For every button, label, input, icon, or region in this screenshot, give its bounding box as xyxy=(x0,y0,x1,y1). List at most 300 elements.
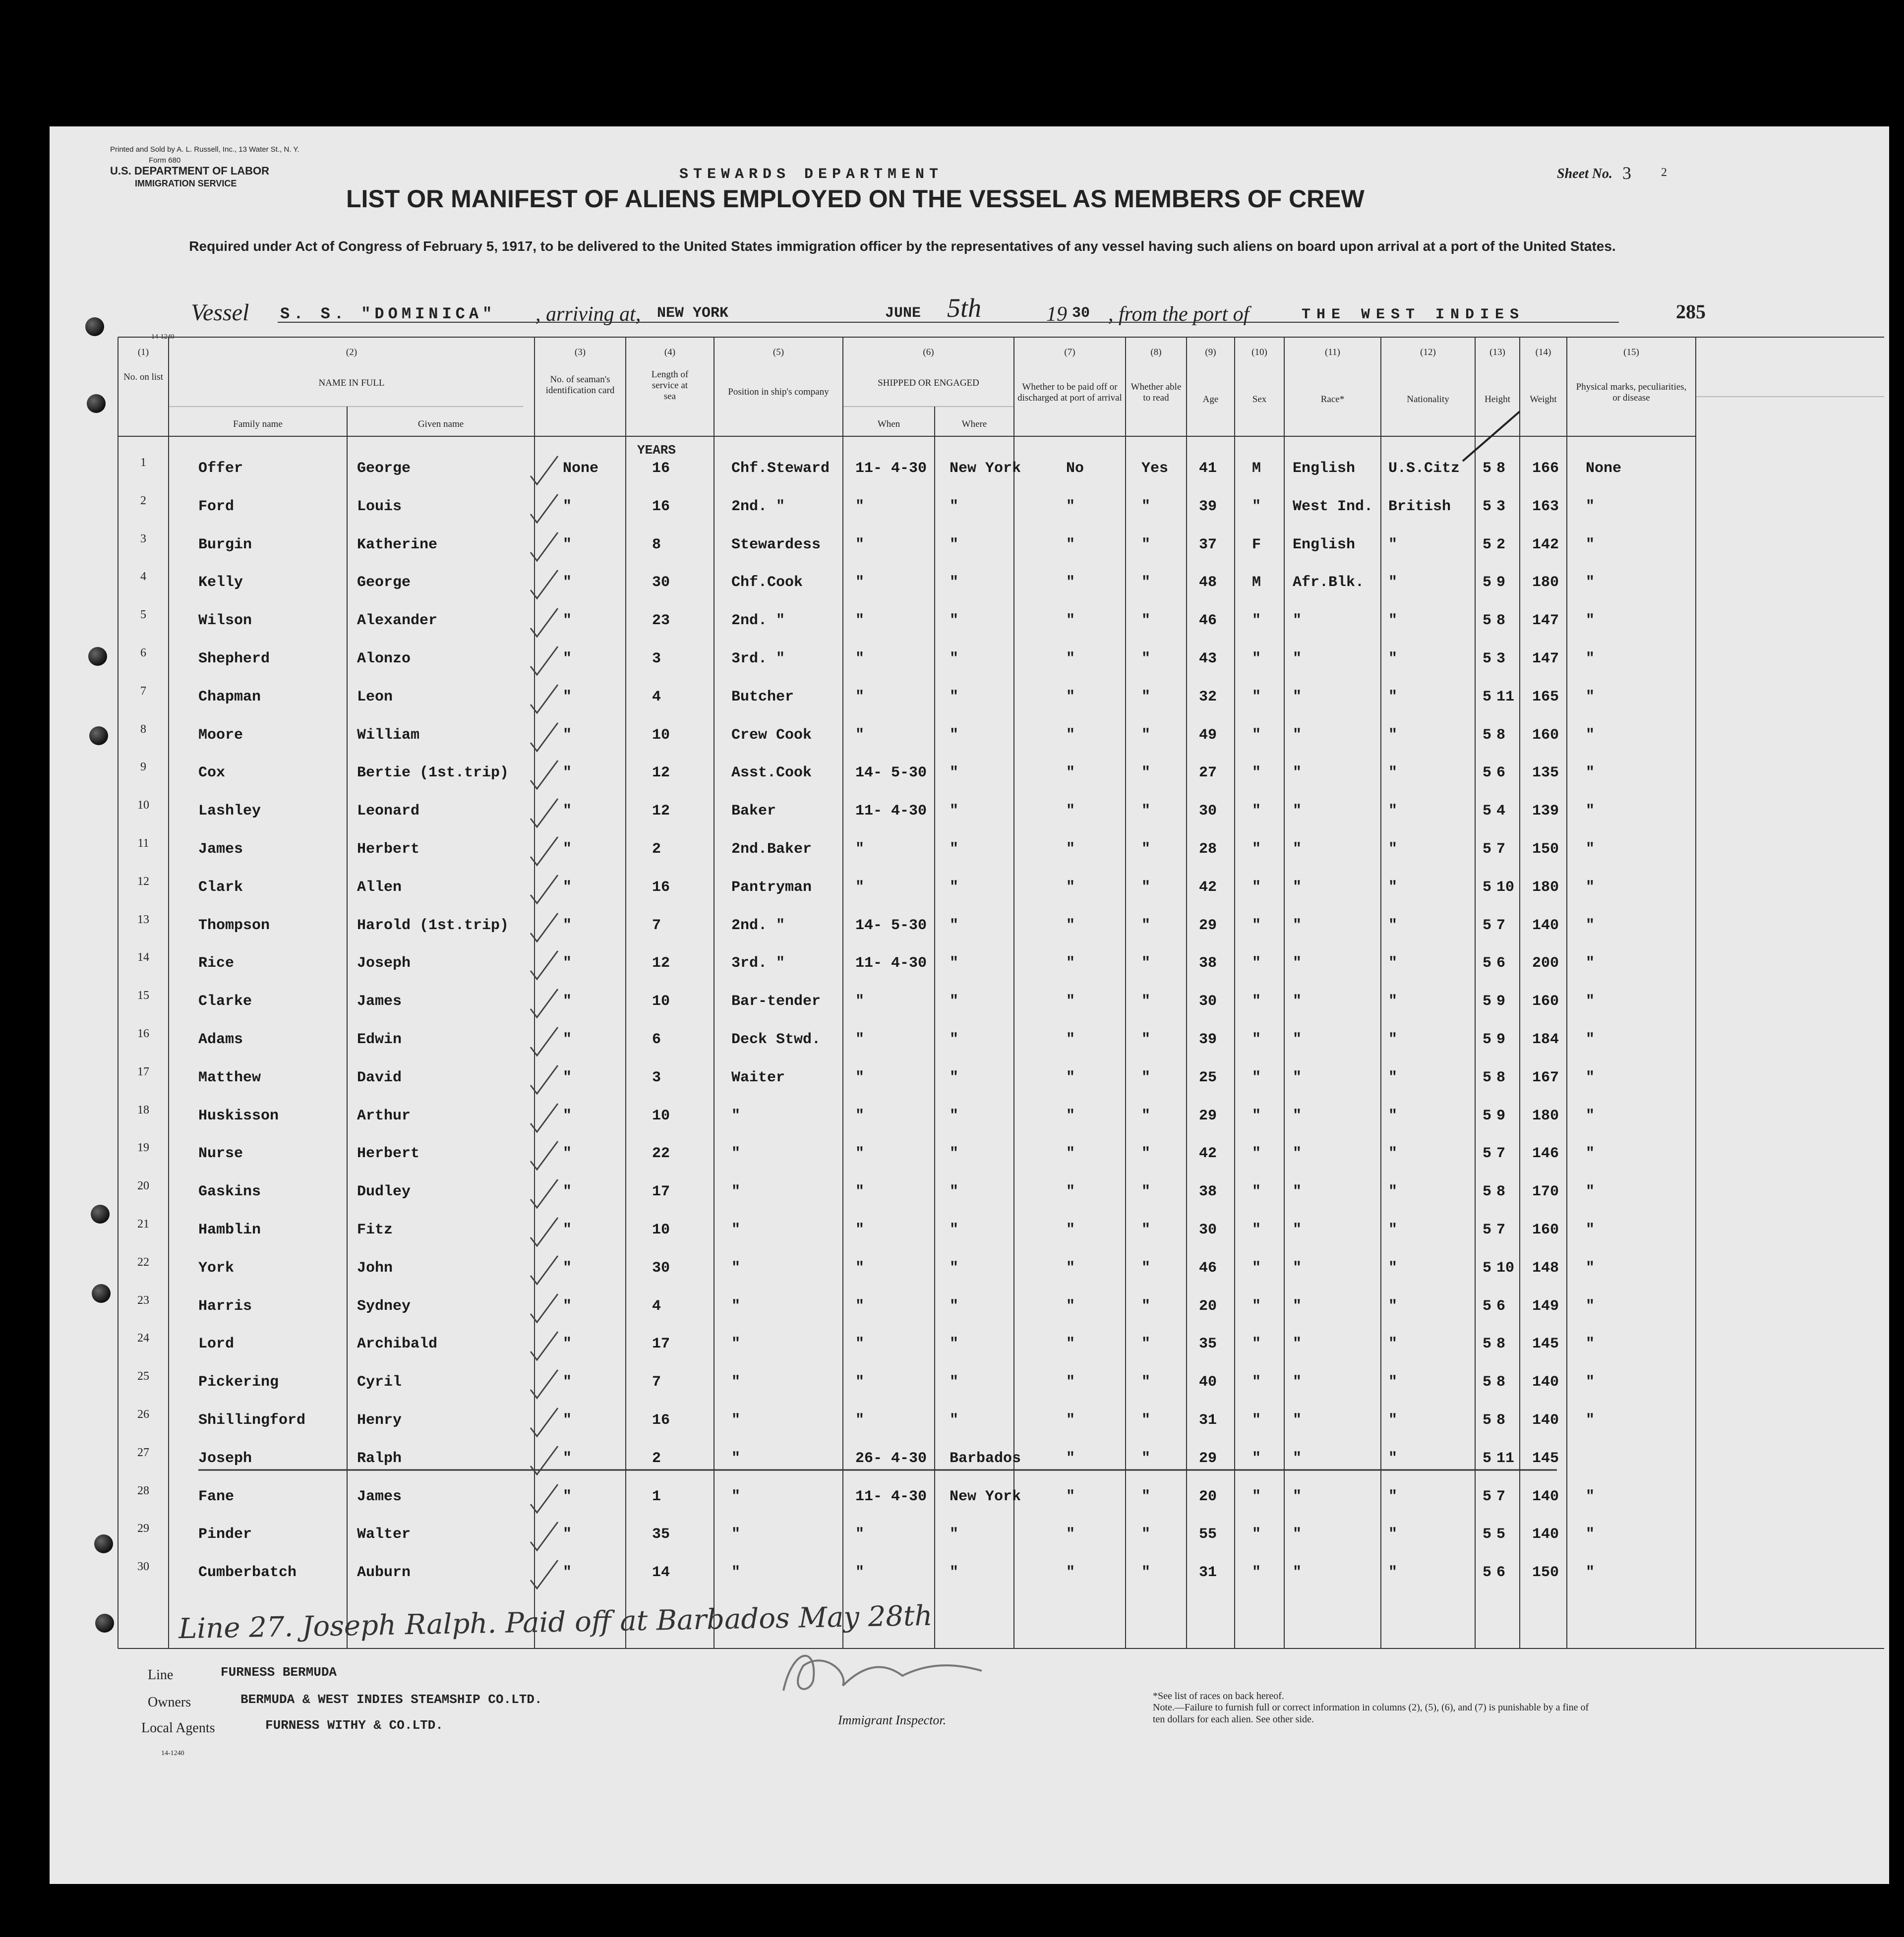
cell-paid: " xyxy=(1066,1183,1075,1201)
cell-sex: " xyxy=(1252,879,1261,896)
cell-no: 3 xyxy=(140,532,146,545)
col5-num: (5) xyxy=(773,347,784,357)
cell-no: 29 xyxy=(137,1522,149,1535)
cell-age: 43 xyxy=(1199,650,1217,667)
cell-sex: " xyxy=(1252,688,1261,705)
cell-nat: " xyxy=(1388,879,1398,896)
cell-given: Arthur xyxy=(357,1107,411,1124)
cell-position: 3rd. " xyxy=(731,955,785,972)
col2-num: (2) xyxy=(346,347,357,357)
cell-given: Alonzo xyxy=(357,650,411,667)
cell-when: " xyxy=(855,1031,865,1048)
cell-when: " xyxy=(855,650,865,667)
col12-num: (12) xyxy=(1420,347,1436,357)
cell-marks: " xyxy=(1586,1374,1595,1391)
cell-age: 20 xyxy=(1199,1488,1217,1505)
cell-race: " xyxy=(1293,1450,1302,1467)
cell-when: " xyxy=(855,1145,865,1163)
cell-ht-ft: 5 xyxy=(1483,993,1492,1010)
cell-family: Cox xyxy=(198,764,226,782)
cell-read: " xyxy=(1141,1488,1151,1505)
cell-nat: " xyxy=(1388,1145,1398,1163)
cell-when: 14- 5-30 xyxy=(855,917,927,934)
cell-sex: F xyxy=(1252,536,1261,553)
cell-race: West Ind. xyxy=(1293,498,1373,515)
cell-age: 41 xyxy=(1199,460,1217,477)
cell-nat: " xyxy=(1388,764,1398,782)
cell-ht-ft: 5 xyxy=(1483,1526,1492,1543)
cell-sex: M xyxy=(1252,574,1261,591)
cell-sex: " xyxy=(1252,726,1261,744)
cell-weight: 160 xyxy=(1532,726,1559,744)
cell-marks: " xyxy=(1586,993,1595,1010)
origin-port: THE WEST INDIES xyxy=(1302,306,1525,323)
checkmark-icon xyxy=(528,1482,563,1517)
cell-age: 32 xyxy=(1199,688,1217,705)
cell-nat: " xyxy=(1388,688,1398,705)
cell-given: Sydney xyxy=(357,1297,411,1315)
cell-family: Thompson xyxy=(198,917,270,934)
cell-nat: " xyxy=(1388,612,1398,630)
cell-nat: " xyxy=(1388,650,1398,667)
cell-marks: " xyxy=(1586,1183,1595,1201)
cell-no: 28 xyxy=(137,1484,149,1497)
cell-given: Dudley xyxy=(357,1183,411,1201)
cell-given: James xyxy=(357,1488,402,1505)
cell-ht-ft: 5 xyxy=(1483,1183,1492,1201)
cell-family: Lashley xyxy=(198,803,261,820)
cell-nat: " xyxy=(1388,1107,1398,1124)
cell-age: 38 xyxy=(1199,1183,1217,1201)
checkmark-icon xyxy=(528,834,563,869)
cell-age: 30 xyxy=(1199,993,1217,1010)
cell-nat: " xyxy=(1388,1183,1398,1201)
cell-paid: " xyxy=(1066,574,1075,591)
cell-where: " xyxy=(950,879,959,896)
cell-family: Joseph xyxy=(198,1450,252,1467)
cell-card: " xyxy=(563,612,572,630)
checkmark-icon xyxy=(528,948,563,983)
cell-read: " xyxy=(1141,1145,1151,1163)
cell-no: 11 xyxy=(137,837,149,850)
checkmark-icon xyxy=(528,1101,563,1136)
cell-when: " xyxy=(855,993,865,1010)
cell-family: Lord xyxy=(198,1336,235,1353)
cell-card: " xyxy=(563,803,572,820)
cell-card: " xyxy=(563,1526,572,1543)
cell-paid: " xyxy=(1066,498,1075,515)
cell-when: " xyxy=(855,688,865,705)
cell-family: Ford xyxy=(198,498,235,515)
cell-card: " xyxy=(563,1336,572,1353)
cell-card: " xyxy=(563,764,572,782)
cell-weight: 135 xyxy=(1532,764,1559,782)
cell-ht-in: 6 xyxy=(1496,764,1506,782)
cell-ht-in: 6 xyxy=(1496,1297,1506,1315)
cell-years: 3 xyxy=(652,650,661,667)
cell-sex: " xyxy=(1252,803,1261,820)
cell-nat: " xyxy=(1388,536,1398,553)
cell-ht-ft: 5 xyxy=(1483,650,1492,667)
checkmark-icon xyxy=(528,758,563,793)
col9-num: (9) xyxy=(1205,347,1216,357)
cell-ht-ft: 5 xyxy=(1483,955,1492,972)
checkmark-icon xyxy=(528,873,563,907)
cell-card: " xyxy=(563,1374,572,1391)
cell-read: " xyxy=(1141,1297,1151,1315)
cell-read: Yes xyxy=(1141,460,1169,477)
cell-given: Herbert xyxy=(357,841,420,858)
footer-form-code: 14-1240 xyxy=(161,1750,184,1757)
cell-where: " xyxy=(950,650,959,667)
checkmark-icon xyxy=(528,492,563,527)
checkmark-icon xyxy=(528,606,563,641)
cell-given: Walter xyxy=(357,1526,411,1543)
col3-num: (3) xyxy=(574,347,586,357)
cell-given: James xyxy=(357,993,402,1010)
cell-sex: " xyxy=(1252,612,1261,630)
cell-family: Burgin xyxy=(198,536,252,553)
cell-marks: " xyxy=(1586,1145,1595,1163)
cell-nat: " xyxy=(1388,1297,1398,1315)
cell-age: 20 xyxy=(1199,1297,1217,1315)
cell-marks: " xyxy=(1586,955,1595,972)
col12-label: Nationality xyxy=(1407,394,1449,405)
cell-position: " xyxy=(731,1183,741,1201)
cell-given: George xyxy=(357,460,411,477)
cell-read: " xyxy=(1141,1259,1151,1277)
cell-ht-ft: 5 xyxy=(1483,879,1492,896)
cell-paid: " xyxy=(1066,1564,1075,1582)
cell-where: " xyxy=(950,1526,959,1543)
checkmark-icon xyxy=(528,1367,563,1402)
cell-race: " xyxy=(1293,1564,1302,1582)
cell-sex: " xyxy=(1252,917,1261,934)
cell-nat: " xyxy=(1388,726,1398,744)
cell-no: 17 xyxy=(137,1065,149,1078)
cell-race: Afr.Blk. xyxy=(1293,574,1365,591)
cell-ht-in: 8 xyxy=(1496,1069,1506,1086)
cell-when: " xyxy=(855,726,865,744)
cell-given: Harold (1st.trip) xyxy=(357,917,509,934)
cell-paid: " xyxy=(1066,1412,1075,1429)
cell-age: 31 xyxy=(1199,1564,1217,1582)
cell-ht-ft: 5 xyxy=(1483,1145,1492,1163)
cell-marks: " xyxy=(1586,1488,1595,1505)
cell-given: Edwin xyxy=(357,1031,402,1048)
cell-ht-ft: 5 xyxy=(1483,1107,1492,1124)
cell-family: Cumberbatch xyxy=(198,1564,297,1582)
cell-ht-in: 8 xyxy=(1496,1336,1506,1353)
cell-years: 22 xyxy=(652,1145,670,1163)
cell-read: " xyxy=(1141,917,1151,934)
cell-ht-in: 9 xyxy=(1496,1107,1506,1124)
cell-where: " xyxy=(950,1336,959,1353)
cell-sex: " xyxy=(1252,1222,1261,1238)
cell-sex: " xyxy=(1252,1183,1261,1201)
cell-ht-in: 3 xyxy=(1496,650,1506,667)
cell-read: " xyxy=(1141,688,1151,705)
cell-paid: No xyxy=(1066,460,1084,477)
col6-when: When xyxy=(877,419,900,429)
cell-when: " xyxy=(855,1297,865,1315)
cell-when: " xyxy=(855,612,865,630)
cell-years: 16 xyxy=(652,460,670,477)
cell-weight: 180 xyxy=(1532,879,1559,896)
cell-read: " xyxy=(1141,955,1151,972)
cell-position: " xyxy=(731,1297,741,1315)
cell-given: David xyxy=(357,1069,402,1086)
cell-position: " xyxy=(731,1222,741,1238)
cell-when: 26- 4-30 xyxy=(855,1450,927,1467)
cell-read: " xyxy=(1141,574,1151,591)
cell-sex: " xyxy=(1252,841,1261,858)
department-heading: STEWARDS DEPARTMENT xyxy=(679,166,944,183)
cell-card: " xyxy=(563,955,572,972)
cell-read: " xyxy=(1141,993,1151,1010)
checkmark-icon xyxy=(528,530,563,565)
cell-paid: " xyxy=(1066,764,1075,782)
cell-marks: " xyxy=(1586,1259,1595,1277)
cell-weight: 140 xyxy=(1532,1488,1559,1505)
checkmark-icon xyxy=(528,1520,563,1554)
checkmark-icon xyxy=(528,568,563,602)
cell-marks: " xyxy=(1586,917,1595,934)
cell-race: " xyxy=(1293,1336,1302,1353)
cell-sex: " xyxy=(1252,1031,1261,1048)
cell-read: " xyxy=(1141,498,1151,515)
cell-ht-in: 10 xyxy=(1496,879,1515,896)
sheet-label: Sheet No. xyxy=(1557,166,1612,181)
col11-num: (11) xyxy=(1325,347,1340,357)
cell-nat: " xyxy=(1388,955,1398,972)
cell-position: " xyxy=(731,1259,741,1277)
cell-weight: 200 xyxy=(1532,955,1559,972)
cell-position: Bar-tender xyxy=(731,993,821,1010)
cell-where: New York xyxy=(950,1488,1021,1505)
cell-no: 16 xyxy=(137,1027,149,1040)
cell-ht-ft: 5 xyxy=(1483,1564,1492,1582)
cell-race: " xyxy=(1293,764,1302,782)
fine-note: Note.—Failure to furnish full or correct information in columns (2), (5), (6), and (7) is punishable by a fine of ten dollars for each alien. See other side. xyxy=(1153,1702,1589,1725)
col2-given: Given name xyxy=(417,419,464,429)
cell-paid: " xyxy=(1066,726,1075,744)
cell-race: " xyxy=(1293,841,1302,858)
cell-paid: " xyxy=(1066,1450,1075,1467)
cell-position: Baker xyxy=(731,803,776,820)
vessel-label: Vessel xyxy=(191,299,249,326)
cell-age: 35 xyxy=(1199,1336,1217,1353)
cell-ht-in: 4 xyxy=(1496,803,1506,820)
cell-position: Butcher xyxy=(731,688,794,705)
cell-ht-in: 5 xyxy=(1496,1526,1506,1543)
cell-paid: " xyxy=(1066,536,1075,553)
cell-ht-ft: 5 xyxy=(1483,841,1492,858)
page-subtitle: Required under Act of Congress of February 5, 1917, to be delivered to the United States immigration officer by the representatives of any vessel having such aliens on board upon arrival at a port of the United States. xyxy=(189,238,1616,254)
col7-num: (7) xyxy=(1064,347,1075,357)
cell-years: 17 xyxy=(652,1183,670,1201)
col1-label: No. on list xyxy=(123,372,163,382)
immigration-service: IMMIGRATION SERVICE xyxy=(135,178,237,188)
cell-sex: " xyxy=(1252,1412,1261,1429)
cell-position: Chf.Cook xyxy=(731,574,803,591)
cell-weight: 140 xyxy=(1532,917,1559,934)
cell-ht-ft: 5 xyxy=(1483,498,1492,515)
cell-marks: None xyxy=(1586,460,1622,477)
cell-where: " xyxy=(950,1412,959,1429)
cell-weight: 180 xyxy=(1532,574,1559,591)
cell-sex: " xyxy=(1252,764,1261,782)
printer-imprint: Printed and Sold by A. L. Russell, Inc., 13 Water St., N. Y. xyxy=(110,145,299,154)
cell-years: 30 xyxy=(652,574,670,591)
cell-read: " xyxy=(1141,1031,1151,1048)
cell-read: " xyxy=(1141,1564,1151,1582)
department-of-labor: U.S. DEPARTMENT OF LABOR xyxy=(110,165,270,177)
cell-position: " xyxy=(731,1412,741,1429)
cell-where: " xyxy=(950,917,959,934)
cell-weight: 163 xyxy=(1532,498,1559,515)
cell-age: 55 xyxy=(1199,1526,1217,1543)
cell-years: 12 xyxy=(652,803,670,820)
cell-ht-ft: 5 xyxy=(1483,1374,1492,1391)
col14-label: Weight xyxy=(1530,394,1557,405)
cell-paid: " xyxy=(1066,650,1075,667)
cell-ht-ft: 5 xyxy=(1483,1297,1492,1315)
cell-race: " xyxy=(1293,1259,1302,1277)
cell-paid: " xyxy=(1066,1069,1075,1086)
cell-no: 22 xyxy=(137,1255,149,1269)
cell-card: " xyxy=(563,1297,572,1315)
cell-years: 17 xyxy=(652,1336,670,1353)
cell-years: 12 xyxy=(652,764,670,782)
cell-paid: " xyxy=(1066,1336,1075,1353)
cell-years: 7 xyxy=(652,1374,661,1391)
cell-given: Ralph xyxy=(357,1450,402,1467)
cell-nat: " xyxy=(1388,1069,1398,1086)
cell-weight: 160 xyxy=(1532,1222,1559,1238)
cell-given: Auburn xyxy=(357,1564,411,1582)
cell-where: " xyxy=(950,841,959,858)
cell-marks: " xyxy=(1586,612,1595,630)
cell-marks: " xyxy=(1586,1069,1595,1086)
cell-ht-ft: 5 xyxy=(1483,1222,1492,1238)
cell-years: 1 xyxy=(652,1488,661,1505)
col1-num: (1) xyxy=(137,347,149,357)
cell-when: " xyxy=(855,841,865,858)
cell-card: " xyxy=(563,1488,572,1505)
cell-when: 14- 5-30 xyxy=(855,764,927,782)
cell-nat: " xyxy=(1388,1031,1398,1048)
cell-family: Clarke xyxy=(198,993,252,1010)
form-number: Form 680 xyxy=(149,156,181,165)
cell-read: " xyxy=(1141,726,1151,744)
cell-marks: " xyxy=(1586,498,1595,515)
cell-no: 5 xyxy=(140,608,146,622)
cell-family: Hamblin xyxy=(198,1222,261,1238)
cell-family: Adams xyxy=(198,1031,243,1048)
cell-no: 4 xyxy=(140,570,146,584)
cell-sex: " xyxy=(1252,1336,1261,1353)
cell-nat: " xyxy=(1388,1259,1398,1277)
cell-when: " xyxy=(855,536,865,553)
cell-age: 42 xyxy=(1199,1145,1217,1163)
cell-paid: " xyxy=(1066,1145,1075,1163)
cell-position: Chf.Steward xyxy=(731,460,830,477)
cell-no: 7 xyxy=(140,684,146,698)
cell-nat: " xyxy=(1388,993,1398,1010)
cell-paid: " xyxy=(1066,1259,1075,1277)
cell-weight: 145 xyxy=(1532,1450,1559,1467)
cell-family: James xyxy=(198,841,243,858)
cell-age: 28 xyxy=(1199,841,1217,858)
cell-read: " xyxy=(1141,612,1151,630)
cell-card: " xyxy=(563,1183,572,1201)
cell-position: " xyxy=(731,1107,741,1124)
cell-race: " xyxy=(1293,879,1302,896)
cell-family: Nurse xyxy=(198,1145,243,1163)
cell-where: New York xyxy=(950,460,1021,477)
cell-weight: 146 xyxy=(1532,1145,1559,1163)
cell-no: 23 xyxy=(137,1293,149,1307)
cell-race: " xyxy=(1293,1183,1302,1201)
cell-years: 30 xyxy=(652,1259,670,1277)
cell-ht-ft: 5 xyxy=(1483,726,1492,744)
cell-marks: " xyxy=(1586,1297,1595,1315)
cell-sex: " xyxy=(1252,1526,1261,1543)
cell-family: Shepherd xyxy=(198,650,270,667)
col5-label: Position in ship's company xyxy=(728,387,829,397)
cell-ht-ft: 5 xyxy=(1483,1031,1492,1048)
cell-when: " xyxy=(855,1069,865,1086)
cell-race: " xyxy=(1293,726,1302,744)
cell-years: 2 xyxy=(652,841,661,858)
cell-race: " xyxy=(1293,1488,1302,1505)
cell-weight: 145 xyxy=(1532,1336,1559,1353)
cell-sex: " xyxy=(1252,1564,1261,1582)
cell-given: Joseph xyxy=(357,955,411,972)
cell-where: " xyxy=(950,1069,959,1086)
cell-given: Cyril xyxy=(357,1374,402,1391)
cell-nat: " xyxy=(1388,1374,1398,1391)
cell-when: " xyxy=(855,574,865,591)
cell-card: " xyxy=(563,993,572,1010)
cell-card: " xyxy=(563,917,572,934)
checkmark-icon xyxy=(528,1444,563,1478)
cell-paid: " xyxy=(1066,879,1075,896)
cell-ht-ft: 5 xyxy=(1483,1336,1492,1353)
cell-sex: " xyxy=(1252,1259,1261,1277)
cell-marks: " xyxy=(1586,879,1595,896)
cell-read: " xyxy=(1141,1222,1151,1238)
cell-card: " xyxy=(563,1259,572,1277)
cell-card: " xyxy=(563,574,572,591)
cell-sex: " xyxy=(1252,650,1261,667)
cell-no: 21 xyxy=(137,1218,149,1231)
cell-when: " xyxy=(855,879,865,896)
cell-paid: " xyxy=(1066,841,1075,858)
cell-given: Henry xyxy=(357,1412,402,1429)
cell-family: Fane xyxy=(198,1488,235,1505)
cell-weight: 170 xyxy=(1532,1183,1559,1201)
cell-ht-ft: 5 xyxy=(1483,1488,1492,1505)
cell-age: 27 xyxy=(1199,764,1217,782)
cell-family: Shillingford xyxy=(198,1412,306,1429)
cell-card: " xyxy=(563,1031,572,1048)
cell-ht-in: 7 xyxy=(1496,1222,1506,1238)
cell-family: Huskisson xyxy=(198,1107,279,1124)
cell-no: 25 xyxy=(137,1370,149,1383)
cell-no: 1 xyxy=(140,456,146,469)
